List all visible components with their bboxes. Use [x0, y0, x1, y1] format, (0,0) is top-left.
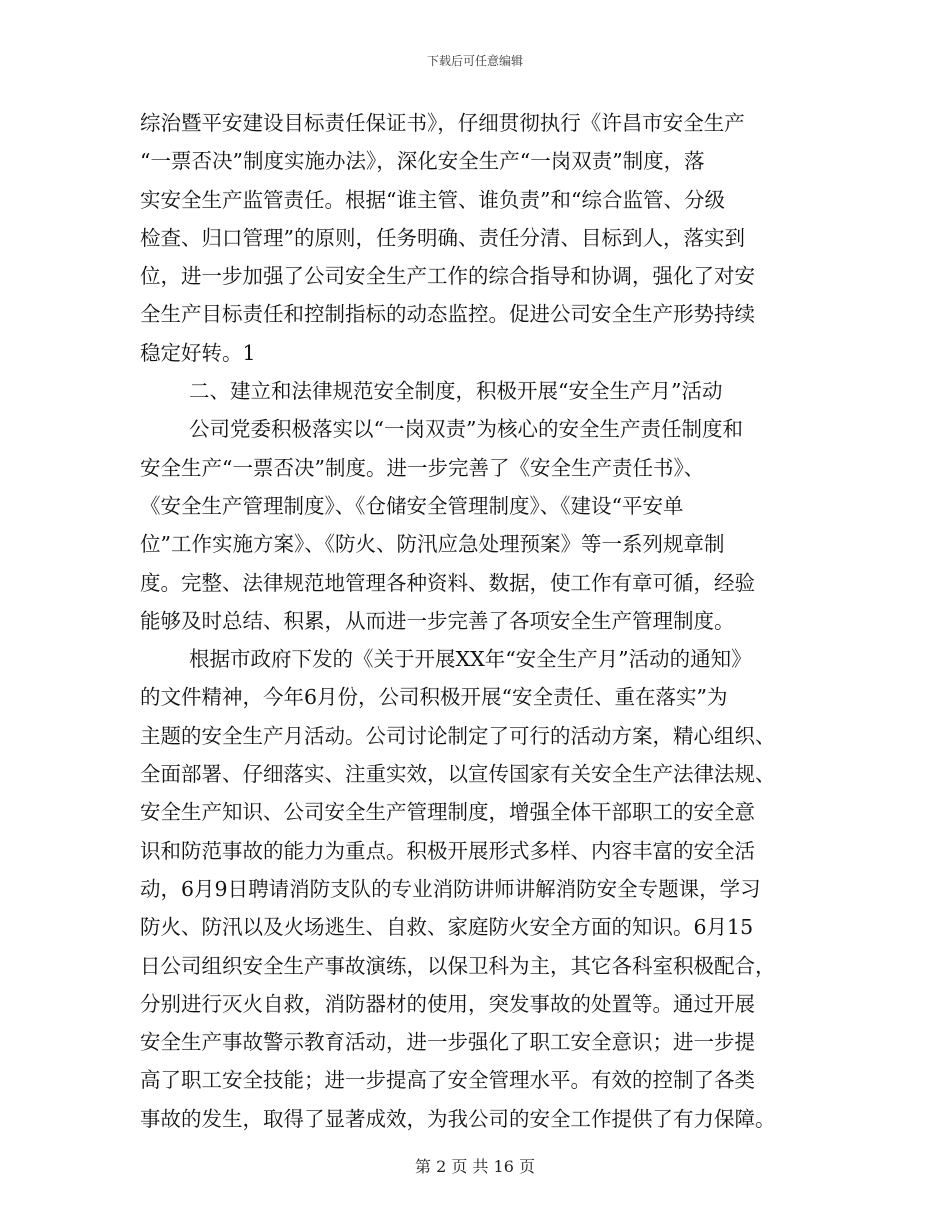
text-line: 分别进行灭火自救，消防器材的使用，突发事故的处置等。通过开展: [140, 991, 755, 1016]
page-footer: 第 2 页 共 16 页: [415, 1157, 535, 1176]
text-line: 根据市政府下发的《关于开展XX年“安全生产月”活动的通知》: [189, 647, 752, 672]
text-line: 的文件精神，今年6月份，公司积极开展“安全责任、重在落实”为: [140, 685, 728, 710]
text-line: 安全生产“一票否决”制度。进一步完善了《安全生产责任书》、: [140, 455, 705, 480]
text-line: 动，6月9日聘请消防支队的专业消防讲师讲解消防安全专题课，学习: [140, 876, 761, 901]
text-line: 位”工作实施方案》、《防火、防汛应急处理预案》等一系列规章制: [140, 532, 725, 557]
text-line: 高了职工安全技能；进一步提高了安全管理水平。有效的控制了各类: [140, 1068, 755, 1093]
text-line: 稳定好转。1: [140, 340, 256, 365]
text-line: 综治暨平安建设目标责任保证书》，仔细贯彻执行《许昌市安全生产: [140, 111, 745, 135]
text-line: 安全生产知识、公司安全生产管理制度，增强全体干部职工的安全意: [140, 800, 755, 825]
text-line: 事故的发生，取得了显著成效，为我公司的安全工作提供了有力保障。: [140, 1106, 776, 1131]
section-heading: 二、建立和法律规范安全制度，积极开展“安全生产月”活动: [189, 379, 723, 404]
text-line: 防火、防汛以及火场逃生、自救、家庭防火安全方面的知识。6月15: [140, 915, 754, 940]
text-line: 全生产目标责任和控制指标的动态监控。促进公司安全生产形势持续: [140, 302, 755, 327]
text-line: 实安全生产监管责任。根据“谁主管、谁负责”和“综合监管、分级: [140, 187, 725, 212]
text-line: 全面部署、仔细落实、注重实效，以宣传国家有关安全生产法律法规、: [140, 762, 776, 787]
text-line: 度。完整、法律规范地管理各种资料、数据，使工作有章可循，经验: [140, 570, 755, 595]
text-line: 识和防范事故的能力为重点。积极开展形式多样、内容丰富的安全活: [140, 838, 755, 863]
text-line: “一票否决”制度实施办法》，深化安全生产“一岗双责”制度，落: [140, 149, 705, 174]
document-body: [140, 104, 810, 1138]
text-line: 公司党委积极落实以“一岗双责”为核心的安全生产责任制度和: [189, 417, 743, 442]
text-line: 《安全生产管理制度》、《仓储安全管理制度》、《建设“平安单: [140, 493, 684, 518]
text-line: 主题的安全生产月活动。公司讨论制定了可行的活动方案，精心组织、: [140, 723, 776, 748]
text-line: 安全生产事故警示教育活动，进一步强化了职工安全意识；进一步提: [140, 1030, 755, 1055]
text-line: 位，进一步加强了公司安全生产工作的综合指导和协调，强化了对安: [140, 264, 755, 289]
text-line: 检查、归口管理”的原则，任务明确、责任分清、目标到人，落实到: [140, 225, 745, 250]
text-line: 能够及时总结、积累，从而进一步完善了各项安全生产管理制度。: [140, 608, 735, 633]
text-line: 日公司组织安全生产事故演练，以保卫科为主，其它各科室积极配合，: [140, 953, 776, 978]
page-header: 下载后可任意编辑: [426, 54, 523, 68]
